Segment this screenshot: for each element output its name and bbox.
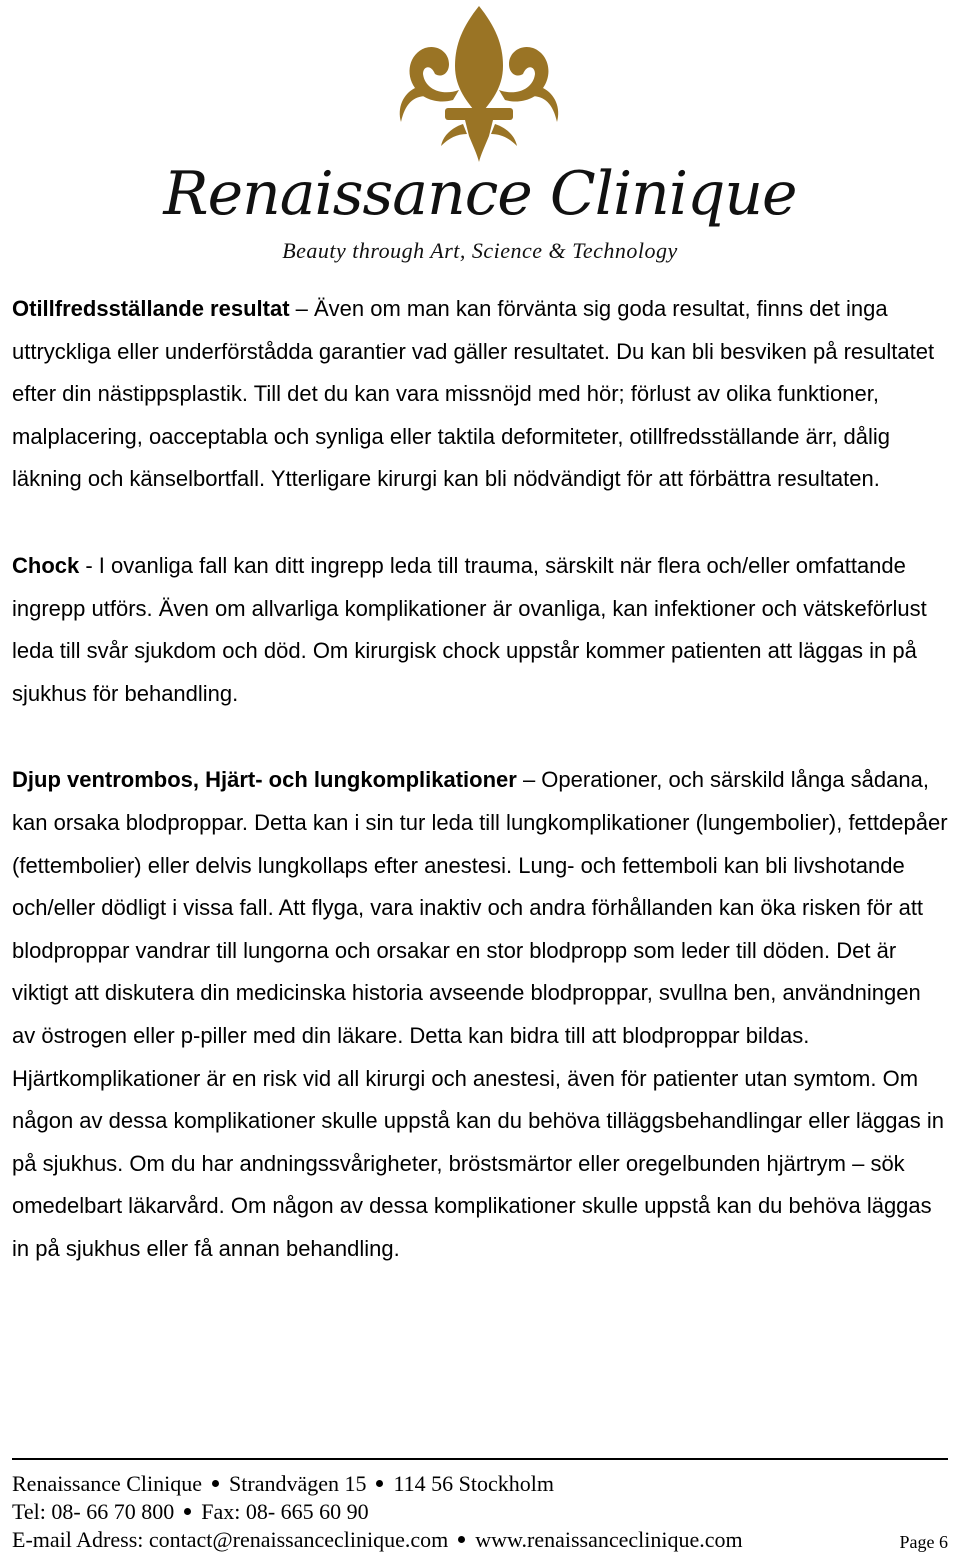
brand-tagline: Beauty through Art, Science & Technology <box>282 238 678 263</box>
footer-contact-row <box>12 1526 948 1554</box>
section-title: Otillfredsställande resultat <box>12 296 290 321</box>
footer-fax: Fax: 08- 665 60 90 <box>201 1499 369 1524</box>
page-footer <box>12 1470 948 1554</box>
bullet-icon <box>376 1480 383 1487</box>
footer-email[interactable]: E-mail Adress: contact@renaissanceclinique.com <box>12 1527 449 1552</box>
clinic-logo <box>0 0 960 280</box>
bullet-icon <box>212 1480 219 1487</box>
footer-divider <box>12 1458 948 1460</box>
footer-street: Strandvägen 15 <box>229 1471 367 1496</box>
paragraph-thrombosis <box>12 759 948 1270</box>
paragraph-unsatisfactory-results <box>12 288 948 501</box>
section-text: - I ovanliga fall kan ditt ingrepp leda till trauma, särskilt när flera och/eller omfattande ingrepp utförs. Även om allvarliga komplikationer är ovanliga, kan infektioner och vätskeförlust leda till svår sjukdom och död. Om kirurgisk chock uppstår kommer patienten att läggas in på sjukhus för behandling. <box>12 552 927 706</box>
footer-name: Renaissance Clinique <box>12 1471 203 1496</box>
bullet-icon <box>184 1508 191 1515</box>
page-number: Page 6 <box>899 1532 948 1552</box>
section-text: – Även om man kan förvänta sig goda resultat, finns det inga uttryckliga eller underförstådda garantier vad gäller resultatet. Du kan bli besviken på resultatet efter din nästippsplastik. Till det du kan vara missnöjd med hör; förlust av olika funktioner, malplacering, oacceptabla och synliga eller taktila deformiteter, otillfredsställande ärr, dålig läkning och känselbortfall. Ytterligare kirurgi kan bli nödvändigt för att förbättra resultaten. <box>12 296 935 492</box>
section-title: Chock <box>12 552 80 578</box>
document-body <box>12 288 948 1314</box>
bullet-icon <box>458 1536 465 1543</box>
section-title: Djup ventrombos, Hjärt- och lungkomplikationer <box>12 767 517 793</box>
footer-website[interactable]: www.renaissanceclinique.com <box>475 1527 743 1552</box>
footer-phone: Tel: 08- 66 70 800 <box>12 1499 175 1524</box>
section-text: – Operationer, och särskild långa sådana, kan orsaka blodproppar. Detta kan i sin tur leda till lungkomplikationer (lungembolier), fettdepåer (fettembolier) eller delvis lungkollaps efter anestesi. Lung- och fettemboli kan bli livshotande och/eller dödligt i vissa fall. Att flyga, vara inaktiv och andra förhållanden kan öka risken för att blodproppar vandrar till lungorna och orsakar en stor blodpropp som leder till döden. Det är viktigt att diskutera din medicinska historia avseende blodproppar, svullna ben, användningen av östrogen eller p-piller med din läkare. Detta kan bidra till att blodproppar bildas. Hjärtkomplikationer är en risk vid all kirurgi och anestesi, även för patienter utan symtom. Om någon av dessa komplikationer skulle uppstå kan du behöva tilläggsbehandlingar eller läggas in på sjukhus. Om du har andningssvårigheter, bröstsmärtor eller oregelbunden hjärtrym – sök omedelbart läkarvård. Om någon av dessa komplikationer skulle uppstå kan du behöva läggas in på sjukhus eller få annan behandling. <box>12 767 948 1261</box>
footer-phone-row <box>12 1498 948 1526</box>
footer-address-row <box>12 1470 948 1498</box>
brand-name: Renaissance Clinique <box>163 159 797 229</box>
fleur-de-lis-icon <box>393 4 565 164</box>
paragraph-shock <box>12 545 948 715</box>
footer-city: 114 56 Stockholm <box>393 1471 555 1496</box>
